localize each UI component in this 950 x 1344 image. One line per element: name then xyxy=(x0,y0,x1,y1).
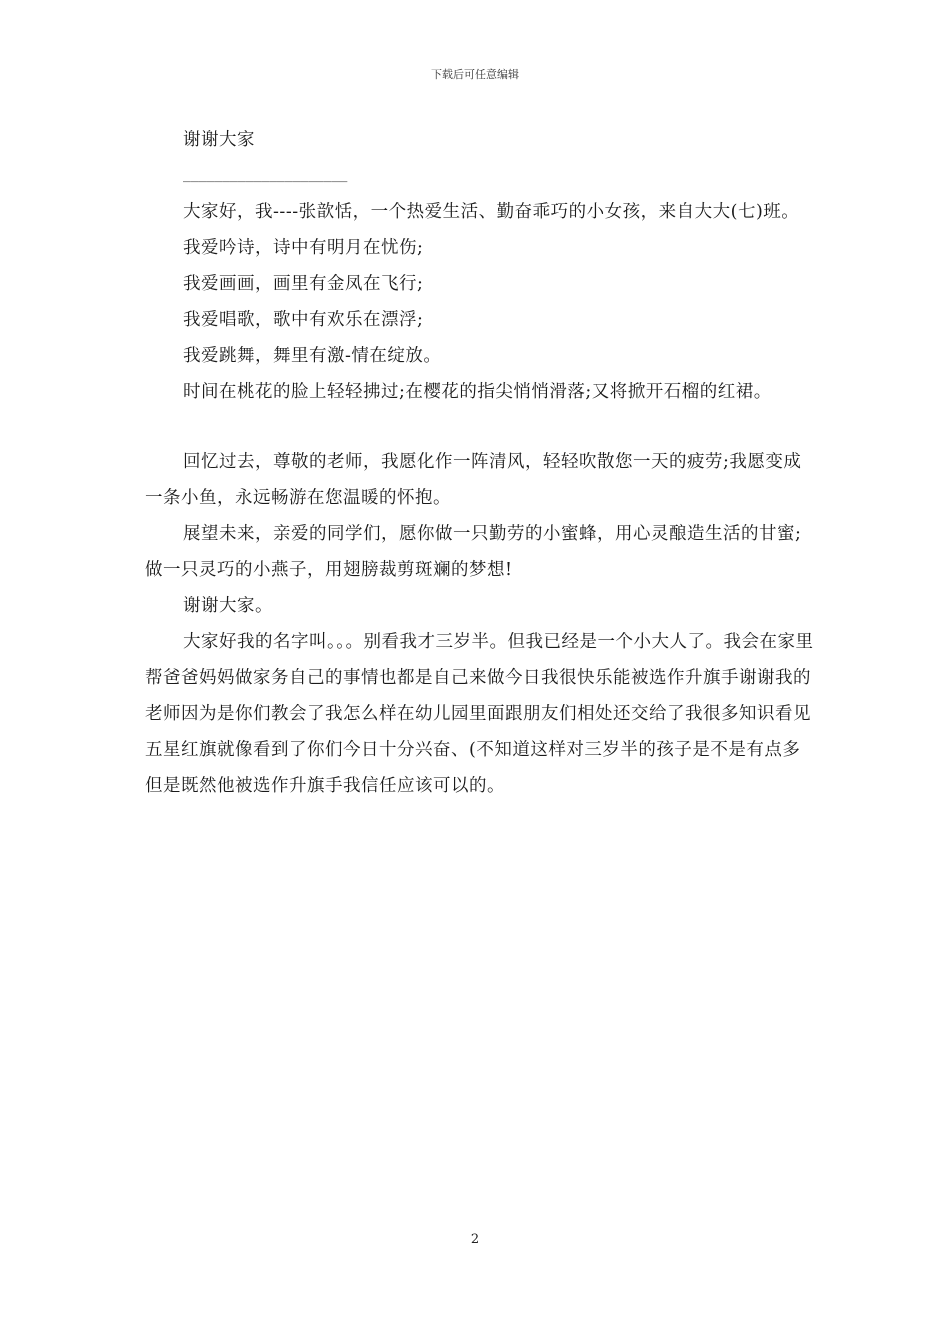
page-header: 下载后可任意编辑 xyxy=(431,68,519,81)
document-body xyxy=(145,122,815,804)
poem-line-dancing: 我爱跳舞，舞里有激-情在绽放。 xyxy=(183,346,442,366)
intro-paragraph: 大家好，我----张歆恬，一个热爱生活、勤奋乖巧的小女孩，来自大大(七)班。 xyxy=(183,202,800,222)
time-paragraph: 时间在桃花的脸上轻轻拂过;在樱花的指尖悄悄滑落;又将掀开石榴的红裙。 xyxy=(183,382,772,402)
closing-thanks: 谢谢大家 xyxy=(183,130,255,150)
poem-line-poetry: 我爱吟诗，诗中有明月在忧伤; xyxy=(183,238,424,258)
paragraph-spacer xyxy=(145,410,815,444)
future-paragraph: 展望未来，亲爱的同学们，愿你做一只勤劳的小蜜蜂，用心灵酿造生活的甘蜜;做一只灵巧的小燕子，用翅膀裁剪斑斓的梦想! xyxy=(145,524,802,580)
recall-paragraph: 回忆过去，尊敬的老师，我愿化作一阵清风，轻轻吹散您一天的疲劳;我愿变成一条小鱼，永远畅游在您温暖的怀抱。 xyxy=(145,452,802,508)
section-divider: _____________________ xyxy=(183,168,348,183)
poem-line-painting: 我爱画画，画里有金凤在飞行; xyxy=(183,274,424,294)
page-number: 2 xyxy=(470,1232,480,1247)
flag-raiser-paragraph: 大家好我的名字叫。。。别看我才三岁半。但我已经是一个小大人了。我会在家里帮爸爸妈妈做家务自己的事情也都是自己来做今日我很快乐能被选作升旗手谢谢我的老师因为是你们教会了我怎么样在幼儿园里面跟朋友们相处还交给了我很多知识看见五星红旗就像看到了你们今日十分兴奋、(不知道这样对三岁半的孩子是不是有点多但是既然他被选作升旗手我信任应该可以的。 xyxy=(145,632,814,796)
poem-line-singing: 我爱唱歌，歌中有欢乐在漂浮; xyxy=(183,310,424,330)
closing-thanks-2: 谢谢大家。 xyxy=(183,596,273,616)
